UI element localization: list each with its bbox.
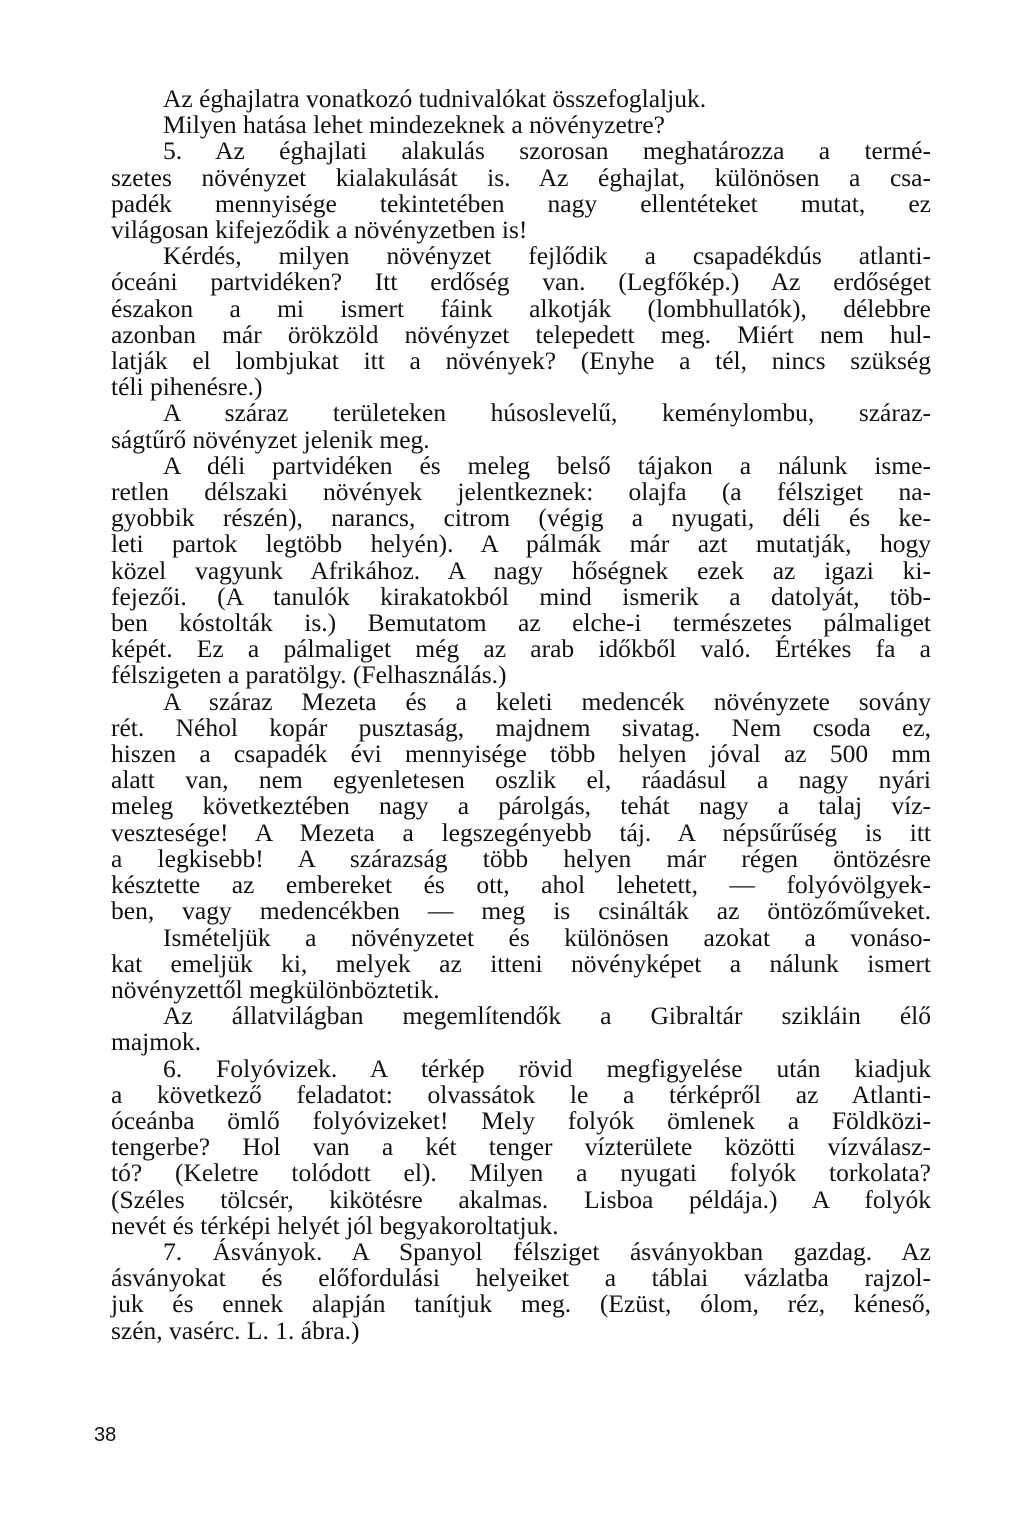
text-line: vesztesége! A Mezeta a legszegényebb táj. A népsűrűség is itt <box>111 817 931 847</box>
text-line: tengerbe? Hol van a két tenger vízterülete közötti vízválasz- <box>111 1132 931 1162</box>
text-line: szén, vasérc. L. 1. ábra.) <box>111 1315 360 1345</box>
text-line: óceánba ömlő folyóvizeket! Mely folyók ömlenek a Földközi- <box>111 1105 931 1135</box>
text-line: fejezői. (A tanulók kirakatokból mind ismerik a datolyát, töb- <box>111 581 931 611</box>
text-line: leti partok legtöbb helyén). A pálmák már azt mutatják, hogy <box>111 529 931 559</box>
text-line: hiszen a csapadék évi mennyisége több helyen jóval az 500 mm <box>111 739 931 769</box>
text-line: A száraz területeken húsoslevelű, keménylombu, száraz- <box>163 398 931 428</box>
text-line: latják el lombjukat itt a növények? (Enyhe a tél, nincs szükség <box>111 346 931 376</box>
text-line: rét. Néhol kopár pusztaság, majdnem sivatag. Nem csoda ez, <box>111 712 931 742</box>
text-line: A déli partvidéken és meleg belső tájakon a nálunk isme- <box>163 450 931 480</box>
text-line: gyobbik részén), narancs, citrom (végig a nyugati, déli és ke- <box>111 503 931 533</box>
text-line: kat emeljük ki, melyek az itteni növényképet a nálunk ismert <box>111 948 931 978</box>
text-line: meleg következtében nagy a párolgás, tehát nagy a talaj víz- <box>111 791 931 821</box>
page-number: 38 <box>94 1424 117 1446</box>
text-line: közel vagyunk Afrikához. A nagy hőségnek ezek az igazi ki- <box>111 555 931 585</box>
text-line: félszigeten a paratölgy. (Felhasználás.) <box>111 660 507 690</box>
text-line: azonban már örökzöld növényzet telepedett meg. Miért nem hul- <box>111 319 931 349</box>
text-line: óceáni partvidéken? Itt erdőség van. (Legfőkép.) Az erdőséget <box>111 267 931 297</box>
text-line: Az éghajlatra vonatkozó tudnivalókat összefoglaljuk. <box>163 84 707 113</box>
text-line: padék mennyisége tekintetében nagy ellentéteket mutat, ez <box>111 188 931 218</box>
text-line: 7. Ásványok. A Spanyol félsziget ásványokban gazdag. Az <box>163 1236 931 1266</box>
text-line: képét. Ez a pálmaliget még az arab időkből való. Értékes fa a <box>111 634 931 664</box>
text-line: (Széles tölcsér, kikötésre akalmas. Lisboa példája.) A folyók <box>111 1184 931 1214</box>
text-line: ben, vagy medencékben — meg is csinálták az öntözőműveket. <box>111 896 931 926</box>
text-line: Kérdés, milyen növényzet fejlődik a csapadékdús atlanti- <box>163 241 931 271</box>
text-line: majmok. <box>111 1027 201 1057</box>
text-line: nevét és térképi helyét jól begyakoroltatjuk. <box>111 1210 559 1240</box>
text-line: 6. Folyóvizek. A térkép rövid megfigyelése után kiadjuk <box>163 1053 931 1083</box>
text-line: téli pihenésre.) <box>111 372 263 402</box>
text-line: késztette az embereket és ott, ahol lehetett, — folyóvölgyek- <box>111 870 931 900</box>
text-line: ben kóstolták is.) Bemutatom az elche-i természetes pálmaliget <box>111 608 931 638</box>
text-line: növényzettől megkülönböztetik. <box>111 974 440 1004</box>
text-line: tó? (Keletre tolódott el). Milyen a nyugati folyók torkolata? <box>111 1158 931 1188</box>
text-line: alatt van, nem egyenletesen oszlik el, ráadásul a nagy nyári <box>111 765 931 795</box>
text-line: 5. Az éghajlati alakulás szorosan meghatározza a termé- <box>163 136 931 166</box>
text-line: juk és ennek alapján tanítjuk meg. (Ezüst, ólom, réz, kéneső, <box>111 1289 931 1319</box>
text-line: világosan kifejeződik a növényzetben is! <box>111 215 528 245</box>
text-line: Az állatvilágban megemlítendők a Gibraltár szikláin élő <box>163 1001 931 1031</box>
text-line: Milyen hatása lehet mindezeknek a növényzetre? <box>163 110 665 140</box>
text-line: ságtűrő növényzet jelenik meg. <box>111 424 430 454</box>
text-line: északon a mi ismert fáink alkotják (lombhullatók), délebbre <box>111 293 931 323</box>
text-line: retlen délszaki növények jelentkeznek: olajfa (a félsziget na- <box>111 477 931 507</box>
text-line: a következő feladatot: olvassátok le a térképről az Atlanti- <box>111 1079 931 1109</box>
text-line: Ismételjük a növényzetet és különösen azokat a vonáso- <box>163 922 931 952</box>
text-line: ásványokat és előfordulási helyeiket a táblai vázlatba rajzol- <box>111 1263 931 1293</box>
text-line: szetes növényzet kialakulását is. Az éghajlat, különösen a csa- <box>111 162 931 192</box>
text-line: a legkisebb! A szárazság több helyen már régen öntözésre <box>111 843 931 873</box>
text-line: A száraz Mezeta és a keleti medencék növényzete sovány <box>163 686 931 716</box>
page-body-text <box>111 86 931 1344</box>
